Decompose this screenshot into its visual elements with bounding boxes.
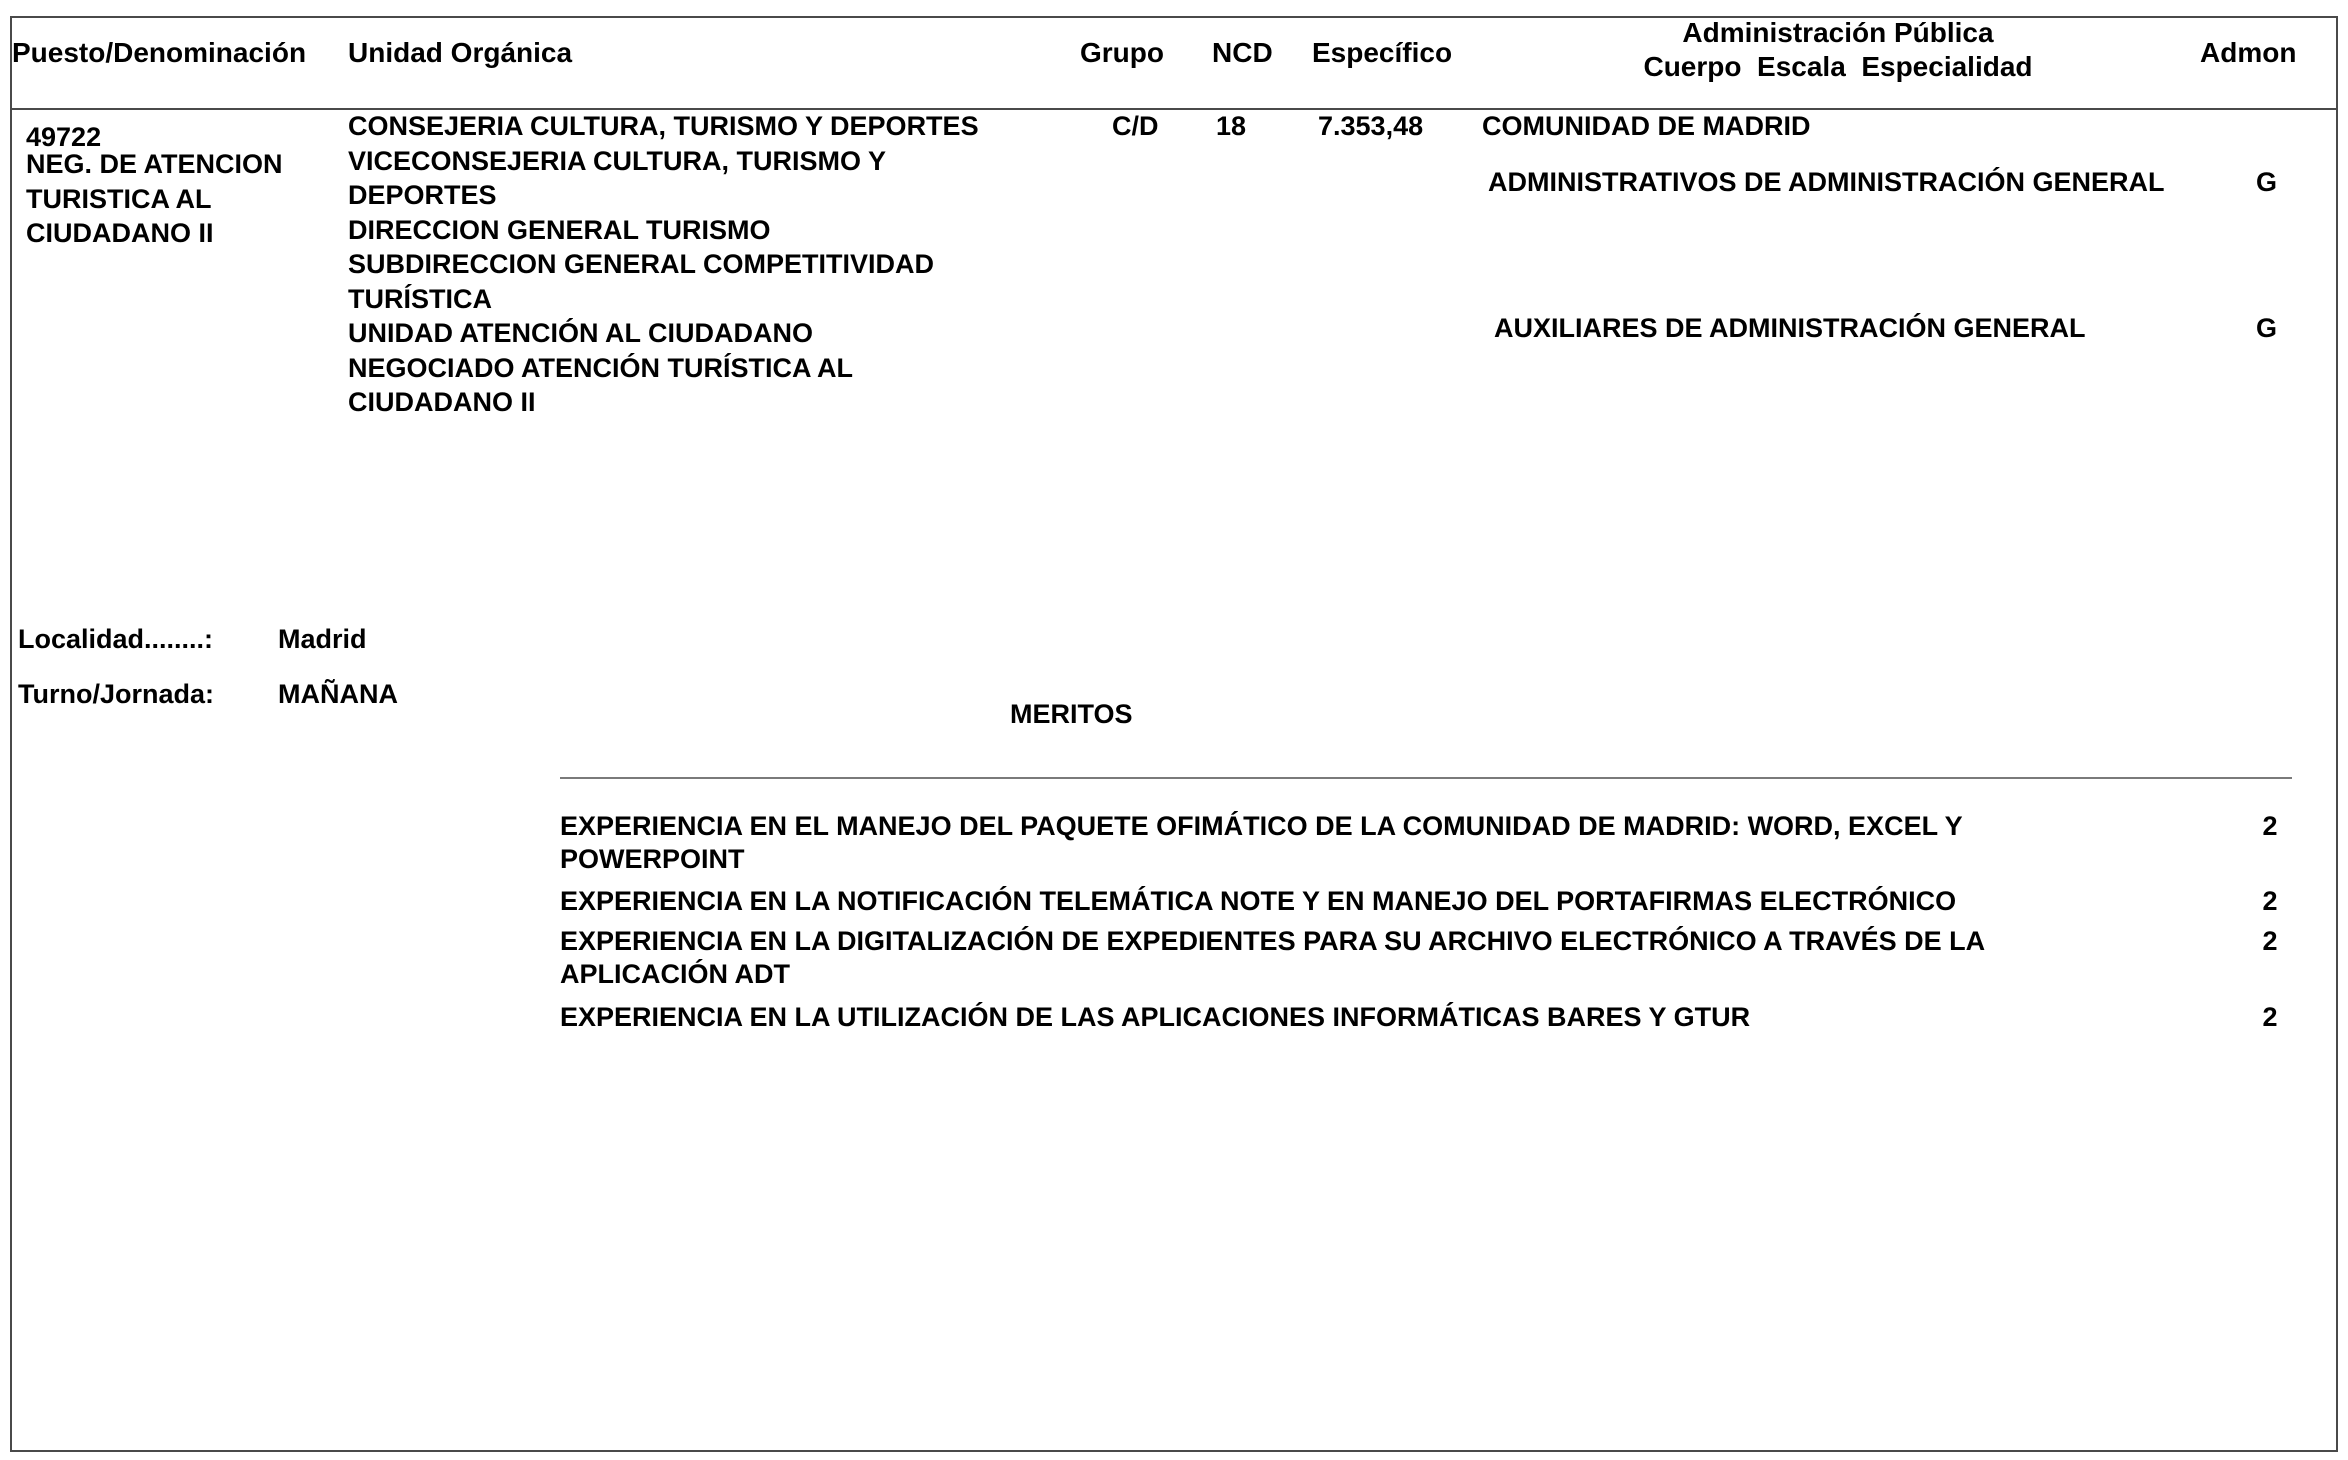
merito-value: 2	[2262, 811, 2278, 841]
localidad-label: Localidad........:	[18, 624, 214, 654]
unidad-line: CIUDADANO II	[348, 387, 536, 417]
header-especifico: Específico	[1312, 37, 1453, 68]
unidad-line: NEGOCIADO ATENCIÓN TURÍSTICA AL	[348, 352, 853, 383]
header-unidad: Unidad Orgánica	[348, 37, 573, 68]
merito-value: 2	[2262, 1002, 2278, 1032]
grupo-value: C/D	[1112, 111, 1159, 141]
unidad-line: UNIDAD ATENCIÓN AL CIUDADANO	[348, 318, 813, 348]
header-admon: Admon	[2200, 37, 2297, 68]
unidad-line: TURÍSTICA	[348, 283, 492, 314]
merito-value: 2	[2262, 886, 2278, 916]
cuerpo-name: AUXILIARES DE ADMINISTRACIÓN GENERAL	[1494, 313, 2086, 343]
especifico-value: 7.353,48	[1318, 111, 1424, 141]
unidad-organica	[348, 109, 979, 420]
merito-value: 2	[2262, 926, 2278, 956]
merito-text: EXPERIENCIA EN EL MANEJO DEL PAQUETE OFIMÁTICO DE LA COMUNIDAD DE MADRID: WORD, EXCEL Y POWERPOINT	[560, 811, 1963, 874]
puesto-name-line: CIUDADANO II	[26, 218, 214, 248]
puesto-name-line: NEG. DE ATENCION	[26, 149, 283, 179]
unidad-line: SUBDIRECCION GENERAL COMPETITIVIDAD	[348, 249, 935, 279]
administracion-value: COMUNIDAD DE MADRID	[1482, 111, 1811, 141]
unidad-line: DEPORTES	[348, 180, 497, 210]
merito-text: EXPERIENCIA EN LA NOTIFICACIÓN TELEMÁTICA NOTE Y EN MANEJO DEL PORTAFIRMAS ELECTRÓNICO	[560, 886, 1957, 916]
turno-label: Turno/Jornada:	[18, 679, 215, 709]
meritos-divider	[560, 777, 2292, 779]
puesto-code: 49722	[26, 122, 102, 152]
puesto-name	[26, 147, 283, 251]
unidad-line: VICECONSEJERIA CULTURA, TURISMO Y	[348, 145, 887, 176]
header-puesto: Puesto/Denominación	[12, 37, 307, 68]
cuerpo-admon: G	[2256, 167, 2278, 197]
header-ncd: NCD	[1212, 37, 1273, 68]
ncd-value: 18	[1216, 111, 1247, 141]
meritos-title: MERITOS	[1010, 699, 1133, 729]
localidad-value: Madrid	[278, 624, 367, 654]
turno-value: MAÑANA	[278, 679, 398, 709]
cuerpo-admon: G	[2256, 313, 2278, 343]
header-admin-line1: Administración Pública	[1682, 17, 1994, 48]
merito-text: EXPERIENCIA EN LA UTILIZACIÓN DE LAS APLICACIONES INFORMÁTICAS BARES Y GTUR	[560, 1002, 1751, 1032]
puesto-name-line: TURISTICA AL	[26, 183, 212, 214]
header-admin-line2: Cuerpo Escala Especialidad	[1643, 51, 2033, 82]
unidad-line: CONSEJERIA CULTURA, TURISMO Y DEPORTES	[348, 111, 979, 141]
merito-text: EXPERIENCIA EN LA DIGITALIZACIÓN DE EXPEDIENTES PARA SU ARCHIVO ELECTRÓNICO A TRAVÉS DE LA APLICACIÓN ADT	[560, 926, 1985, 989]
header-grupo: Grupo	[1080, 37, 1164, 68]
unidad-line: DIRECCION GENERAL TURISMO	[348, 214, 771, 245]
cuerpo-name: ADMINISTRATIVOS DE ADMINISTRACIÓN GENERAL	[1488, 167, 2165, 197]
